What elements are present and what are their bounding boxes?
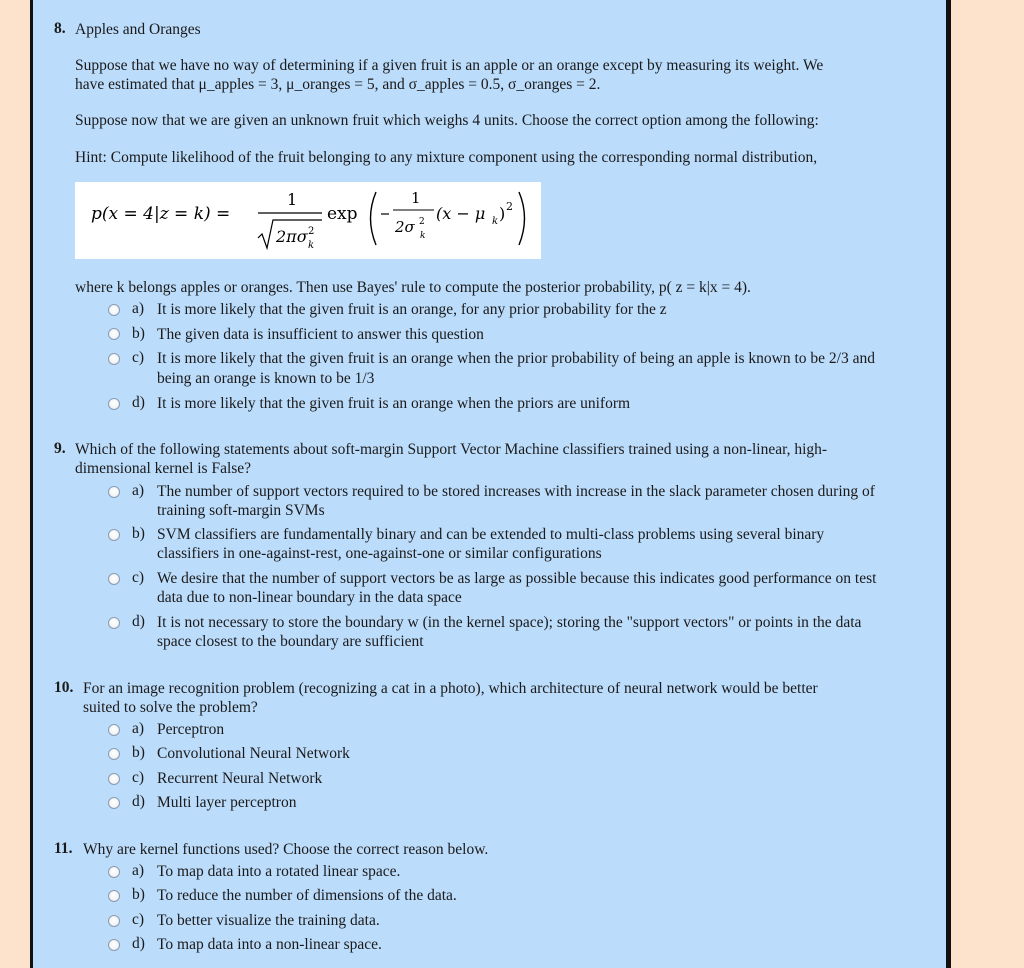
option-text: To reduce the number of dimensions of the data. <box>157 887 457 904</box>
formula-inner: (x − μ <box>436 204 486 223</box>
formula-frac-numerator: 1 <box>287 190 298 209</box>
question-text: Suppose that we have no way of determining if a given fruit is an apple or an orange except by measuring its weight. We <box>75 57 824 74</box>
option-letter: b) <box>132 325 145 342</box>
option-letter: d) <box>132 935 145 952</box>
right-border <box>946 0 951 968</box>
right-paren <box>519 192 525 245</box>
question-text: suited to solve the problem? <box>83 699 258 716</box>
option-letter: d) <box>132 394 145 411</box>
question-text: Why are kernel functions used? Choose the correct reason below. <box>83 841 489 858</box>
question-number: 10. <box>54 679 74 696</box>
option-text: Recurrent Neural Network <box>157 770 323 787</box>
option-text: space closest to the boundary are sufficient <box>157 633 424 650</box>
formula-lhs: p(x = 4|z = k) = <box>91 204 231 224</box>
likelihood-formula <box>75 182 541 259</box>
option-letter: b) <box>132 525 145 542</box>
option-text: Convolutional Neural Network <box>157 745 350 762</box>
option-letter: d) <box>132 793 145 810</box>
option-text: It is not necessary to store the boundary w (in the kernel space); storing the "support vectors" or points in the data <box>157 614 862 631</box>
question-text: Which of the following statements about soft-margin Support Vector Machine classifiers trained using a non-linear, high- <box>75 441 828 458</box>
option-letter: c) <box>132 569 145 586</box>
option-radio[interactable] <box>108 915 120 927</box>
option-text: To map data into a non-linear space. <box>157 936 382 953</box>
option-text: SVM classifiers are fundamentally binary and can be extended to multi-class problems using several binary <box>157 526 825 543</box>
option-text: classifiers in one-against-rest, one-against-one or similar configurations <box>157 545 602 562</box>
option-text: The number of support vectors required to be stored increases with increase in the slack parameter chosen during of <box>157 483 875 500</box>
option-radio[interactable] <box>108 529 120 541</box>
formula-power: 2 <box>506 200 513 213</box>
option-radio[interactable] <box>108 748 120 760</box>
option-radio[interactable] <box>108 328 120 340</box>
option-letter: b) <box>132 886 145 903</box>
hint-text: Hint: Compute likelihood of the fruit belonging to any mixture component using the corresponding normal distribution, <box>75 149 818 166</box>
formula-subscript-2: k <box>420 231 426 241</box>
option-text: It is more likely that the given fruit is an orange when the prior probability of being an apple is known to be 2/3 and <box>157 350 875 367</box>
option-text: Perceptron <box>157 721 225 738</box>
option-radio[interactable] <box>108 398 120 410</box>
option-text: It is more likely that the given fruit is an orange, for any prior probability for the z <box>157 301 667 318</box>
option-text: data due to non-linear boundary in the data space <box>157 589 462 606</box>
left-paren <box>371 192 377 245</box>
option-letter: a) <box>132 300 145 317</box>
quiz-panel <box>33 0 946 968</box>
formula-frac2-denominator: 2σ <box>395 218 415 236</box>
formula-subscript: k <box>308 240 315 251</box>
option-text: It is more likely that the given fruit is an orange when the priors are uniform <box>157 395 631 412</box>
option-letter: a) <box>132 720 145 737</box>
question-text: have estimated that μ_apples = 3, μ_oranges = 5, and σ_apples = 0.5, σ_oranges = 2. <box>75 76 601 93</box>
option-radio[interactable] <box>108 724 120 736</box>
option-letter: c) <box>132 911 145 928</box>
option-text: We desire that the number of support vectors be as large as possible because this indicates good performance on test <box>157 570 877 587</box>
option-letter: c) <box>132 769 145 786</box>
option-radio[interactable] <box>108 304 120 316</box>
question-number: 8. <box>54 20 66 37</box>
option-text: Multi layer perceptron <box>157 794 297 811</box>
option-radio[interactable] <box>108 573 120 585</box>
option-letter: b) <box>132 744 145 761</box>
option-text: The given data is insufficient to answer this question <box>157 326 484 343</box>
option-radio[interactable] <box>108 773 120 785</box>
formula-frac-denominator: 2πσ <box>276 227 308 246</box>
formula-exp: exp <box>327 204 358 224</box>
option-letter: c) <box>132 349 145 366</box>
formula-inner-close: ) <box>499 204 506 223</box>
formula-square: 2 <box>308 226 315 237</box>
question-number: 11. <box>54 840 73 857</box>
question-text: dimensional kernel is False? <box>75 460 252 477</box>
option-letter: d) <box>132 613 145 630</box>
option-letter: a) <box>132 482 145 499</box>
option-radio[interactable] <box>108 890 120 902</box>
formula-inner-subscript: k <box>492 216 499 227</box>
option-radio[interactable] <box>108 797 120 809</box>
option-text: being an orange is known to be 1/3 <box>157 370 375 387</box>
option-letter: a) <box>132 862 145 879</box>
question-number: 9. <box>54 440 66 457</box>
option-radio[interactable] <box>108 866 120 878</box>
option-text: To better visualize the training data. <box>157 912 380 929</box>
question-text: For an image recognition problem (recognizing a cat in a photo), which architecture of neural network would be better <box>83 680 818 697</box>
option-radio[interactable] <box>108 617 120 629</box>
question-text: where k belongs apples or oranges. Then use Bayes' rule to compute the posterior probability, p( z = k|x = 4). <box>75 279 751 296</box>
option-text: To map data into a rotated linear space. <box>157 863 401 880</box>
option-radio[interactable] <box>108 939 120 951</box>
question-text: Suppose now that we are given an unknown fruit which weighs 4 units. Choose the correct option among the following: <box>75 112 819 129</box>
option-text: training soft-margin SVMs <box>157 502 325 519</box>
option-radio[interactable] <box>108 353 120 365</box>
formula-frac2-numerator: 1 <box>411 189 421 207</box>
formula-square-2: 2 <box>419 217 425 227</box>
question-title: Apples and Oranges <box>75 21 201 38</box>
option-radio[interactable] <box>108 486 120 498</box>
